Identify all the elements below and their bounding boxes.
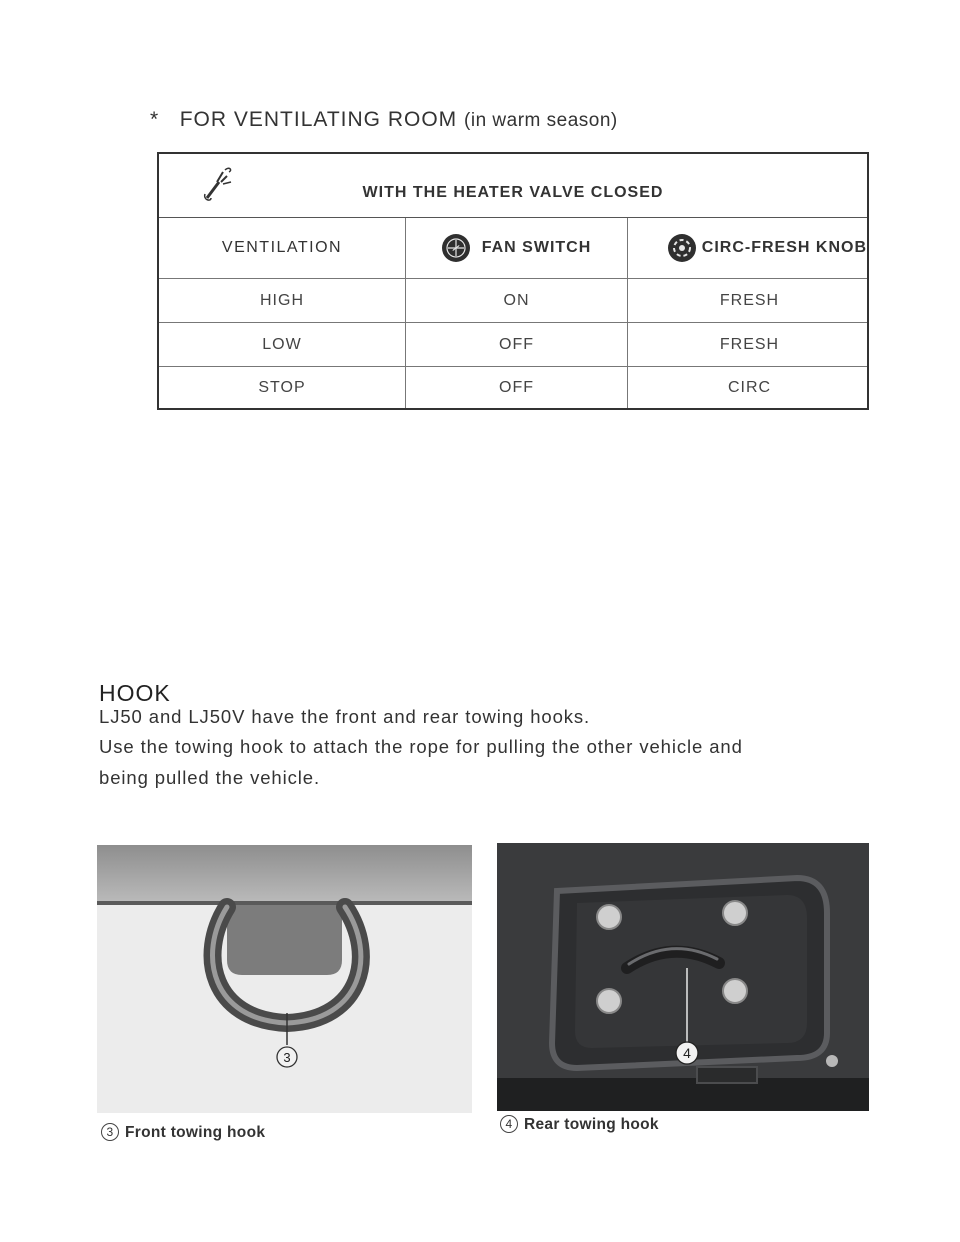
callout-number: 4: [683, 1045, 691, 1061]
hook-section-title: HOOK: [99, 680, 171, 706]
circ-fresh-knob-label: CIRC-FRESH KNOB: [701, 239, 867, 256]
cell-ventilation: HIGH: [260, 291, 304, 309]
table-row: [159, 323, 867, 367]
cell-fan-switch: ON: [405, 279, 627, 322]
table-row: [159, 367, 867, 408]
paragraph-line: LJ50 and LJ50V have the front and rear towing hooks.: [99, 706, 591, 727]
heading-prefix: *: [150, 108, 160, 131]
heading-main: FOR VENTILATING ROOM: [179, 108, 458, 131]
circ-fresh-knob-icon: [668, 234, 696, 262]
col-header-circ-fresh-knob: [627, 218, 871, 278]
cell-ventilation: LOW: [262, 335, 302, 353]
table-row: [159, 279, 867, 323]
cell-circ-fresh: CIRC: [627, 367, 871, 408]
table-title-row: [159, 154, 867, 218]
fan-switch-icon: [442, 234, 470, 262]
caption-text: Rear towing hook: [524, 1116, 659, 1133]
cell-ventilation: STOP: [258, 378, 306, 396]
paragraph-line: being pulled the vehicle.: [99, 767, 321, 788]
cell-fan-switch: OFF: [405, 367, 627, 408]
caption-text: Front towing hook: [125, 1124, 266, 1141]
paragraph-line: Use the towing hook to attach the rope for pulling the other vehicle and: [99, 736, 743, 757]
caption-number: 3: [101, 1123, 119, 1141]
rear-towing-hook-photo: [497, 843, 869, 1111]
cell-circ-fresh: FRESH: [627, 323, 871, 366]
table-header-row: [159, 218, 867, 279]
cell-circ-fresh: FRESH: [627, 279, 871, 322]
fan-switch-label: FAN SWITCH: [481, 239, 592, 256]
ventilation-table: [157, 152, 869, 410]
front-towing-hook-photo: [97, 845, 472, 1113]
rear-hook-caption: [500, 1115, 659, 1134]
front-hook-caption: [101, 1123, 265, 1142]
table-title: WITH THE HEATER VALVE CLOSED: [362, 184, 664, 201]
col-header-fan-switch: [405, 218, 627, 278]
section-heading: [150, 108, 618, 132]
col-header-ventilation: VENTILATION: [221, 239, 343, 256]
caption-number: 4: [500, 1115, 518, 1133]
heading-paren: (in warm season): [464, 110, 618, 131]
callout-number: 3: [283, 1050, 291, 1065]
cell-fan-switch: OFF: [405, 323, 627, 366]
